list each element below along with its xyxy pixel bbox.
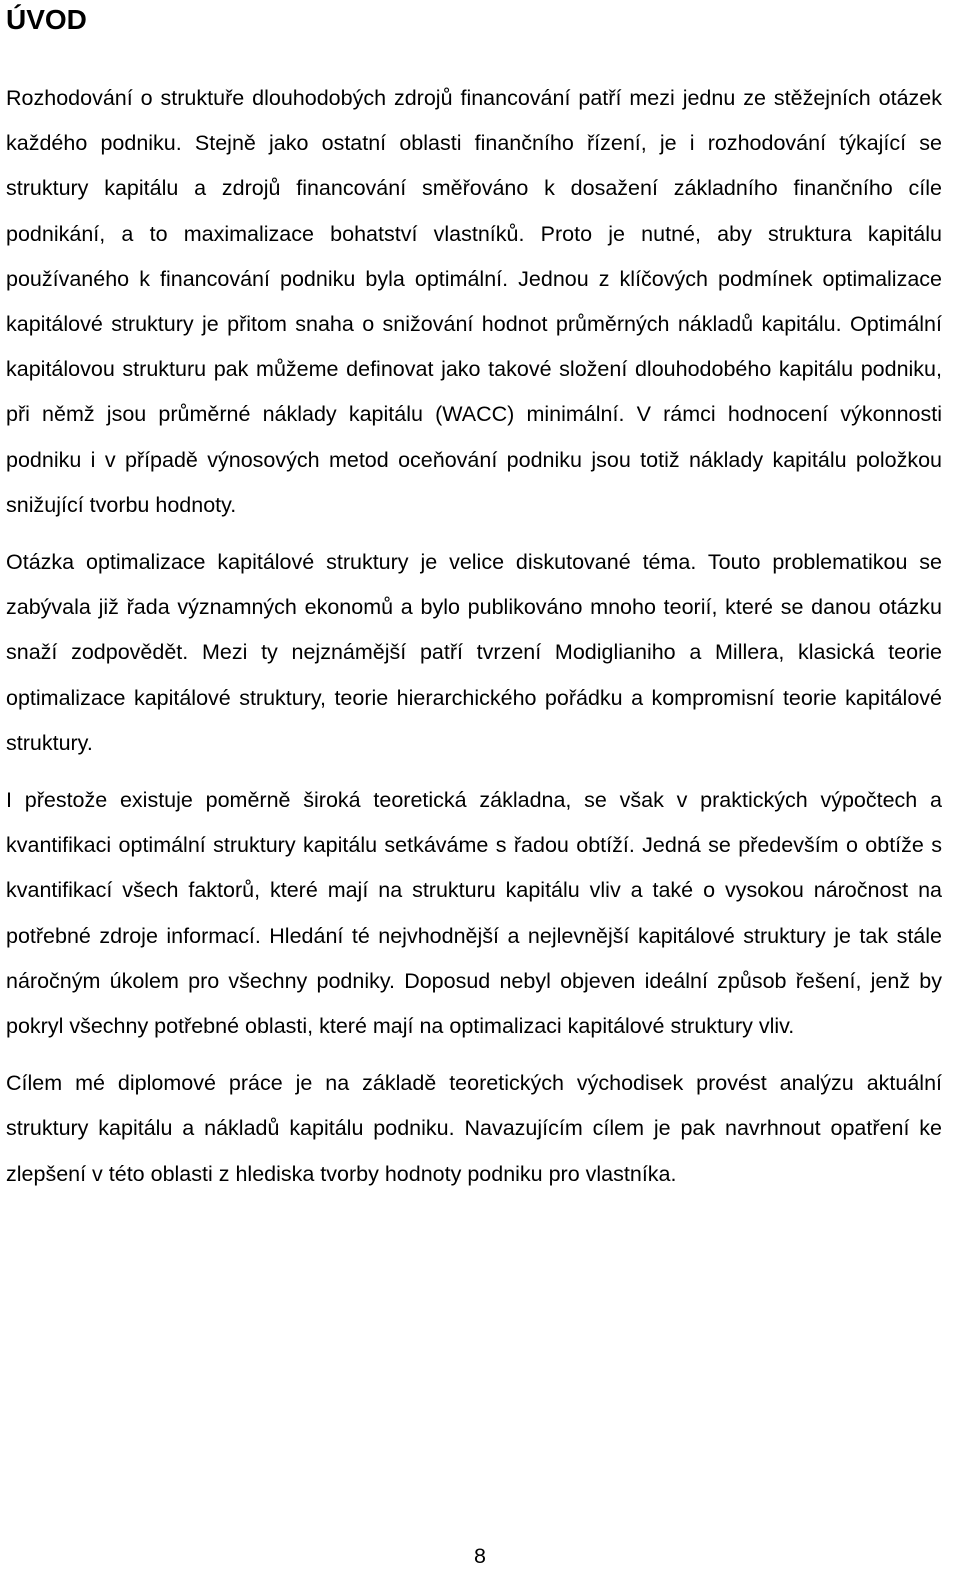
body-text xyxy=(6,76,942,1197)
paragraph-1: Rozhodování o struktuře dlouhodobých zdrojů financování patří mezi jednu ze stěžejních otázek každého podniku. Stejně jako ostatní oblasti finančního řízení, je i rozhodování týkající se struktury kapitálu a zdrojů financování směřováno k dosažení základního finančního cíle podnikání, a to maximalizace bohatství vlastníků. Proto je nutné, aby struktura kapitálu používaného k financování podniku byla optimální. Jednou z klíčových podmínek optimalizace kapitálové struktury je přitom snaha o snižování hodnot průměrných nákladů kapitálu. Optimální kapitálovou strukturu pak můžeme definovat jako takové složení dlouhodobého kapitálu podniku, při němž jsou průměrné náklady kapitálu (WACC) minimální. V rámci hodnocení výkonnosti podniku i v případě výnosových metod oceňování podniku jsou totiž náklady kapitálu položkou snižující tvorbu hodnoty. xyxy=(6,86,942,517)
paragraph-2: Otázka optimalizace kapitálové struktury je velice diskutované téma. Touto problematikou se zabývala již řada významných ekonomů a bylo publikováno mnoho teorií, které se danou otázku snaží zodpovědět. Mezi ty nejznámější patří tvrzení Modiglianiho a Millera, klasická teorie optimalizace kapitálové struktury, teorie hierarchického pořádku a kompromisní teorie kapitálové struktury. xyxy=(6,550,942,755)
paragraph-4: Cílem mé diplomové práce je na základě teoretických východisek provést analýzu aktuální struktury kapitálu a nákladů kapitálu podniku. Navazujícím cílem je pak navrhnout opatření ke zlepšení v této oblasti z hlediska tvorby hodnoty podniku pro vlastníka. xyxy=(6,1071,942,1186)
document-page xyxy=(6,0,942,1197)
page-number: 8 xyxy=(474,1544,486,1568)
paragraph-3: I přestože existuje poměrně široká teoretická základna, se však v praktických výpočtech a kvantifikaci optimální struktury kapitálu setkáváme s řadou obtíží. Jedná se především o obtíže s kvantifikací všech faktorů, které mají na strukturu kapitálu vliv a také o vysokou náročnost na potřebné zdroje informací. Hledání té nejvhodnější a nejlevnější kapitálové struktury je tak stále náročným úkolem pro všechny podniky. Doposud nebyl objeven ideální způsob řešení, jenž by pokryl všechny potřebné oblasti, které mají na optimalizaci kapitálové struktury vliv. xyxy=(6,788,942,1039)
section-heading: ÚVOD xyxy=(6,4,87,35)
